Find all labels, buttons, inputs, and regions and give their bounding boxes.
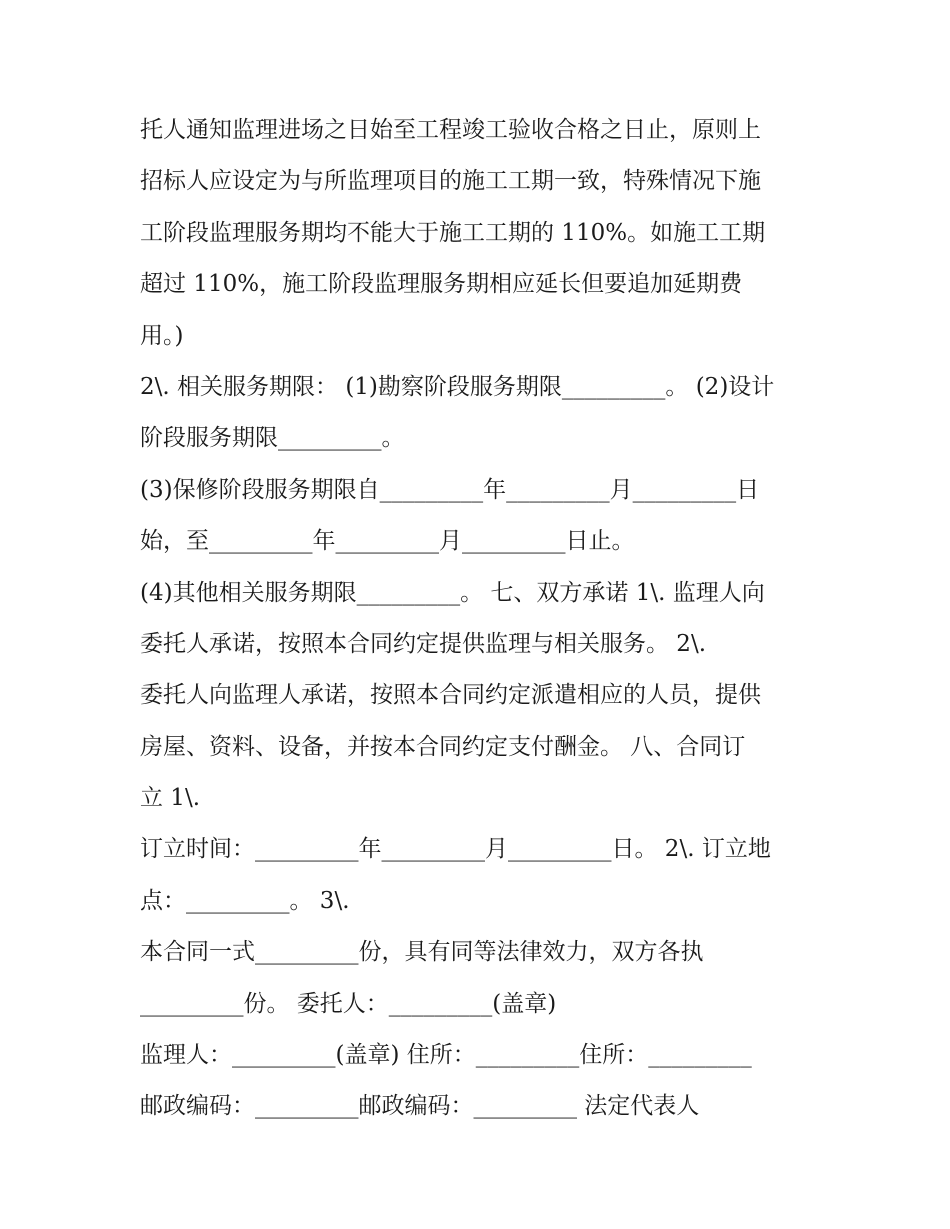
text-line-7: 阶段服务期限_________。 [140,425,405,452]
text-line-14: 立 1\. [140,785,201,812]
text-line-19: 监理人：_________(盖章) 住所：_________住所：_________ [140,1042,752,1069]
text-line-3: 工阶段监理服务期均不能大于施工工期的 110%。如施工工期 [140,219,766,246]
text-line-5: 用。) [140,322,184,349]
text-line-6: 2\. 相关服务期限： (1)勘察阶段服务期限_________。 (2)设计 [140,373,775,400]
text-line-11: 委托人承诺，按照本合同约定提供监理与相关服务。 2\. [140,630,707,657]
text-line-16: 点：_________。 3\. [140,887,350,914]
text-line-1: 托人通知监理进场之日始至工程竣工验收合格之日止，原则上 [140,117,761,143]
text-line-18: _________份。 委托人：_________(盖章) [140,990,557,1017]
text-line-15: 订立时间：_________年_________月_________日。 2\. 订立地 [140,836,771,863]
text-line-13: 房屋、资料、设备，并按本合同约定支付酬金。 八、合同订 [140,733,746,760]
text-line-8: (3)保修阶段服务期限自_________年_________月_________日 [140,476,760,503]
text-line-10: (4)其他相关服务期限_________。 七、双方承诺 1\. 监理人向 [140,579,765,606]
text-line-9: 始，至_________年_________月_________日止。 [140,528,635,555]
contract-body-text [140,105,830,1133]
text-line-20: 邮政编码：_________邮政编码：_________ 法定代表人 [140,1093,700,1120]
text-line-2: 招标人应设定为与所监理项目的施工工期一致，特殊情况下施 [140,168,761,195]
text-line-4: 超过 110%，施工阶段监理服务期相应延长但要追加延期费 [140,271,743,298]
text-line-17: 本合同一式_________份，具有同等法律效力，双方各执 [140,939,704,966]
text-line-12: 委托人向监理人承诺，按照本合同约定派遣相应的人员，提供 [140,682,761,709]
